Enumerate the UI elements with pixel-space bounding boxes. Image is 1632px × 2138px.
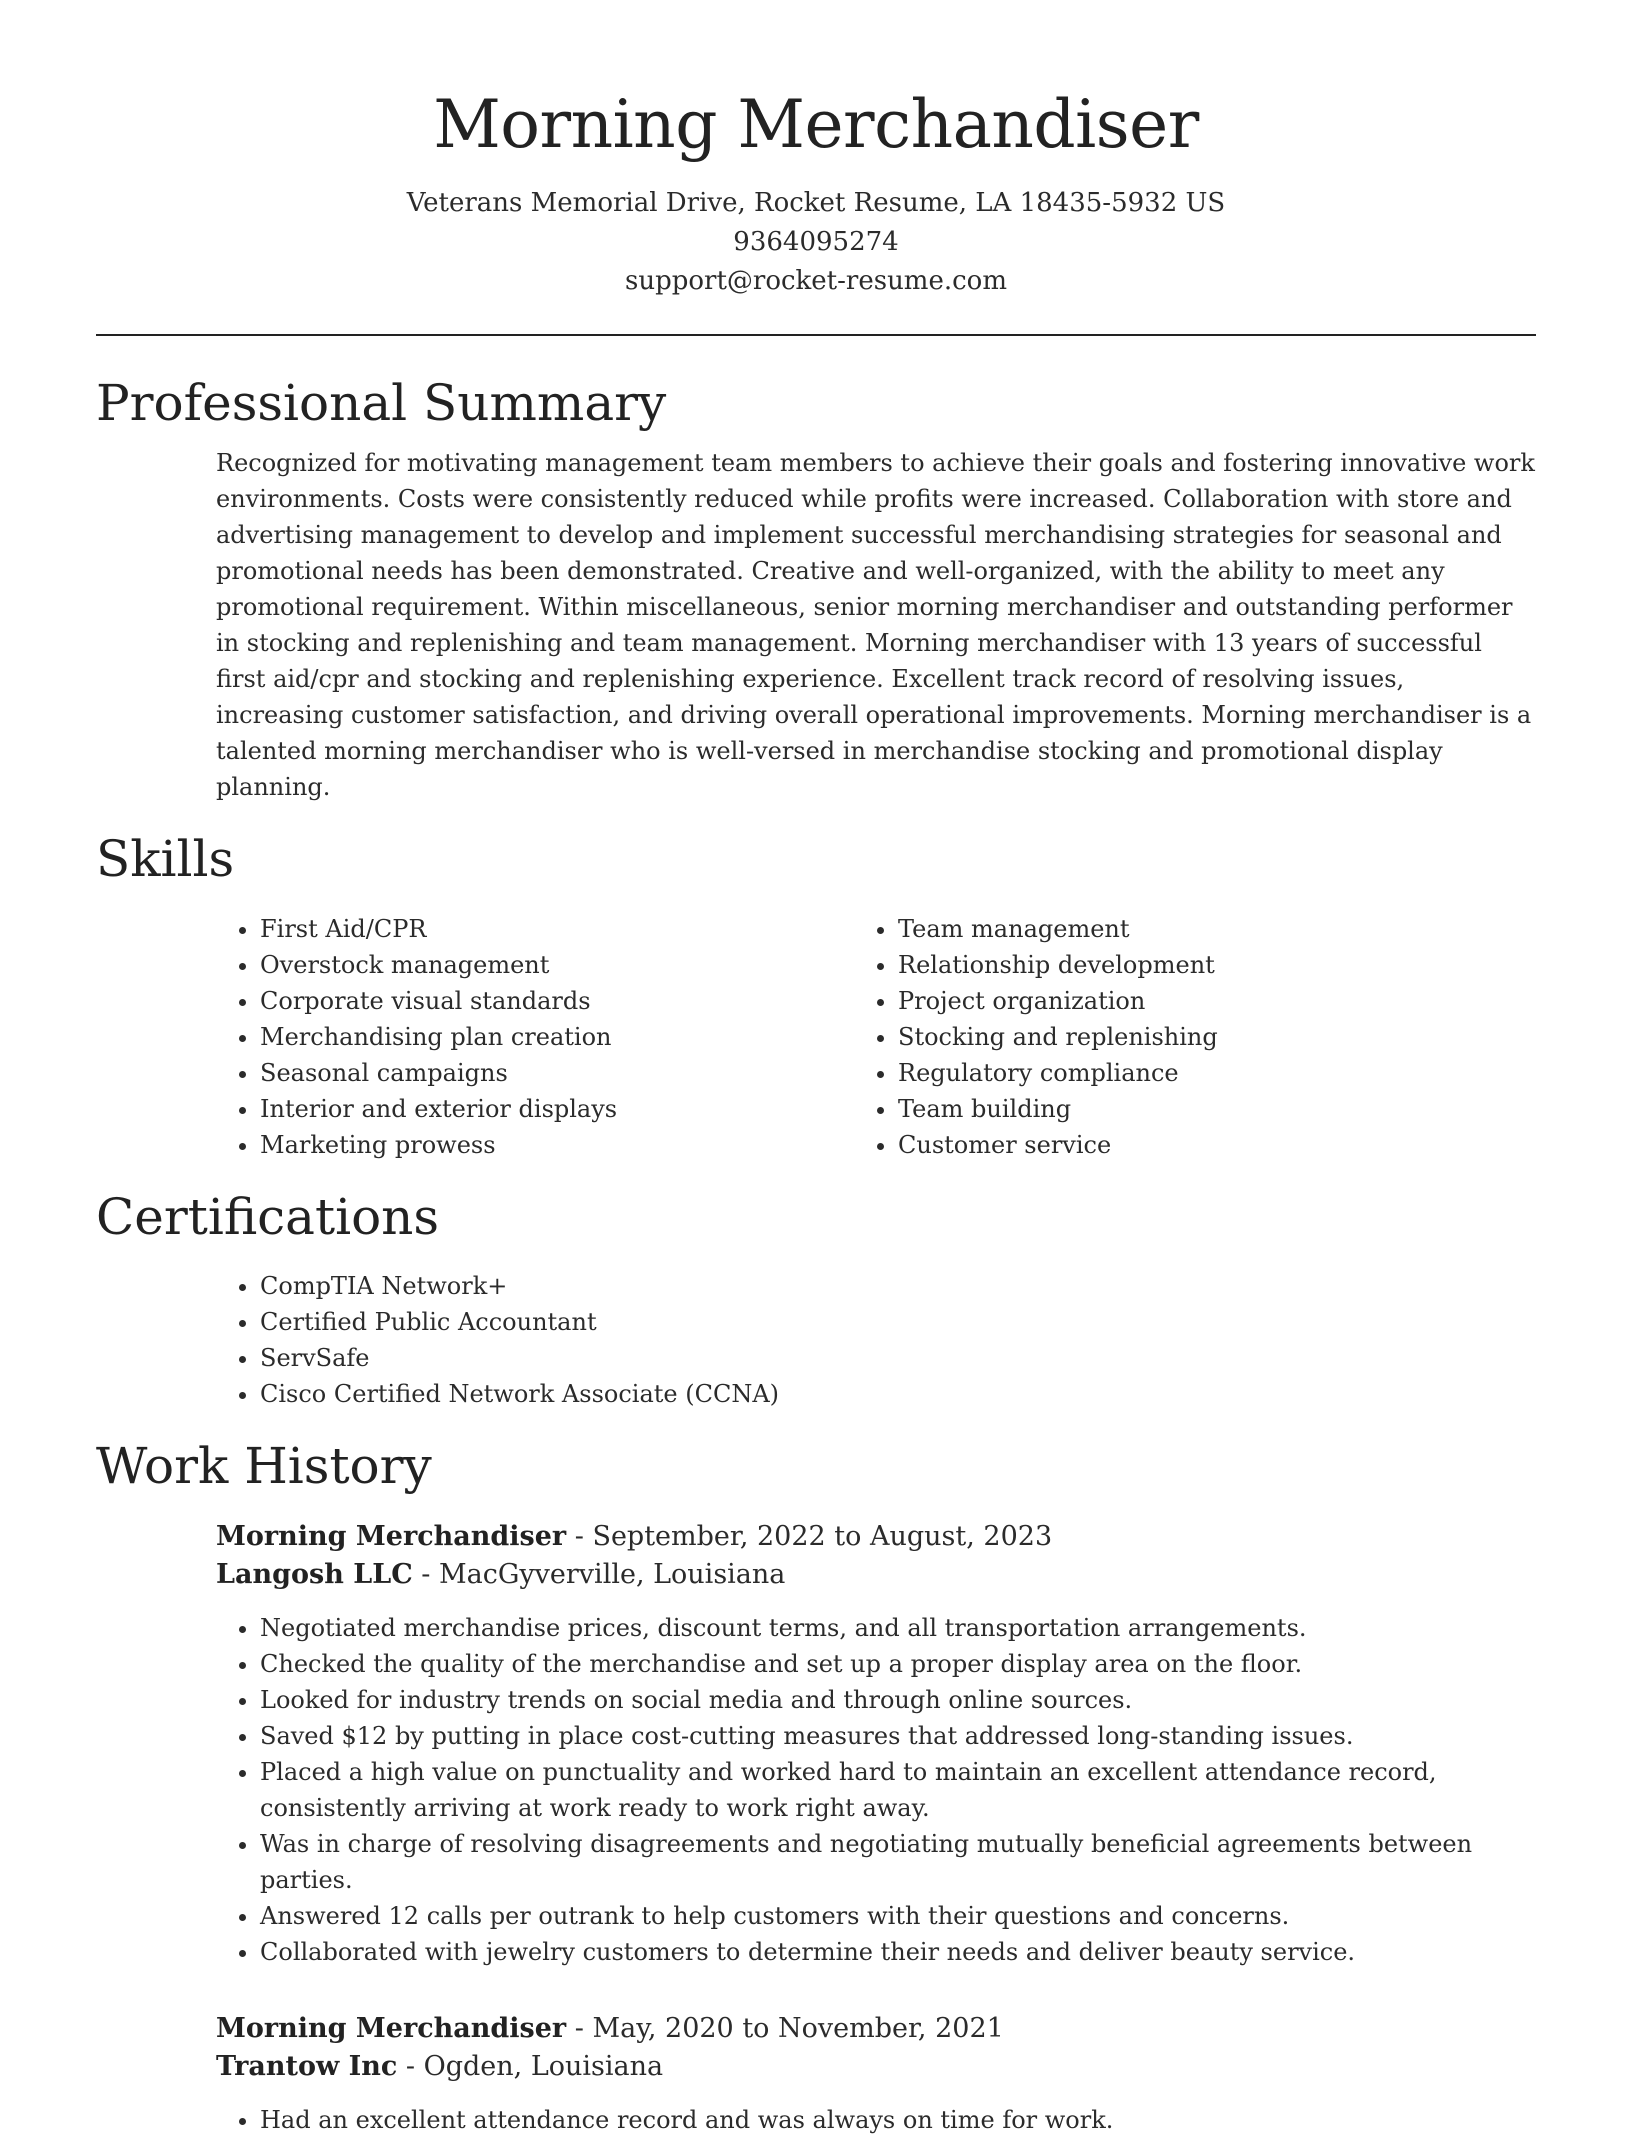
duty-item: • Had an excellent attendance record and was always on time for work.: [260, 2102, 1536, 2138]
certification-item: • Cisco Certified Network Associate (CCNA): [260, 1376, 1536, 1412]
contact-email: support@rocket-resume.com: [624, 266, 1007, 296]
certification-item: • ServSafe: [260, 1340, 1536, 1376]
job-title: Morning Merchandiser: [216, 2013, 567, 2044]
duty-item: • Collaborated with jewelry customers to determine their needs and deliver beauty service.: [260, 1934, 1536, 1970]
skills-list: [96, 911, 1536, 1163]
summary-text: Recognized for motivating management team members to achieve their goals and fostering innovative work environments. Costs were consistently reduced while profits were increased. Collaboration with store and advertising management to develop and implement successful merchandising strategies for seasonal and promotional needs has been demonstrated. Creative and well-organized, with the ability to meet any promotional requirement. Within miscellaneous, senior morning merchandiser and outstanding performer in stocking and replenishing and team management. Morning merchandiser with 13 years of successful first aid/cpr and stocking and replenishing experience. Excellent track record of resolving issues, increasing customer satisfaction, and driving overall operational improvements. Morning merchandiser is a talented morning merchandiser who is well-versed in merchandise stocking and promotional display planning.: [216, 449, 1535, 801]
duty-item: • Was in charge of resolving disagreements and negotiating mutually beneficial agreements between parties.: [260, 1826, 1536, 1898]
skills-column-right: [898, 911, 1536, 1163]
header-divider: [96, 334, 1536, 336]
duty-item: • Saved $12 by putting in place cost-cutting measures that addressed long-standing issues.: [260, 1718, 1536, 1754]
skill-item: • Interior and exterior displays: [260, 1091, 898, 1127]
skill-item: • Team building: [898, 1091, 1536, 1127]
job-duties: [216, 1610, 1536, 1970]
job-company-line: [216, 1556, 1536, 1594]
job-entry: [216, 2010, 1536, 2138]
skills-column-left: [96, 911, 898, 1163]
certifications-list: [96, 1268, 1536, 1412]
job-company-line: [216, 2048, 1536, 2086]
contact-address: Veterans Memorial Drive, Rocket Resume, LA 18435-5932 US: [406, 188, 1226, 218]
work-history-heading: Work History: [96, 1437, 432, 1495]
contact-phone: 9364095274: [733, 227, 899, 257]
job-entry: [216, 1518, 1536, 1970]
job-company: Trantow Inc: [216, 2051, 398, 2082]
summary-heading: Professional Summary: [96, 374, 667, 432]
job-location: - MacGyverville, Louisiana: [412, 1559, 786, 1590]
job-duties: [216, 2102, 1536, 2138]
skills-heading: Skills: [96, 830, 235, 888]
skill-item: • Relationship development: [898, 947, 1536, 983]
job-title-line: [216, 1518, 1536, 1556]
job-dates: - September, 2022 to August, 2023: [566, 1521, 1053, 1552]
duty-item: • Negotiated merchandise prices, discount terms, and all transportation arrangements.: [260, 1610, 1536, 1646]
skill-item: • First Aid/CPR: [260, 911, 898, 947]
candidate-name: Morning Merchandiser: [433, 86, 1199, 163]
job-company: Langosh LLC: [216, 1559, 413, 1590]
job-title: Morning Merchandiser: [216, 1521, 567, 1552]
skill-item: • Project organization: [898, 983, 1536, 1019]
duty-item: • Looked for industry trends on social media and through online sources.: [260, 1682, 1536, 1718]
skill-item: • Merchandising plan creation: [260, 1019, 898, 1055]
job-dates: - May, 2020 to November, 2021: [566, 2013, 1004, 2044]
skill-item: • Marketing prowess: [260, 1127, 898, 1163]
certifications-heading: Certifications: [96, 1188, 440, 1246]
duty-item: • Placed a high value on punctuality and worked hard to maintain an excellent attendance record, consistently arriving at work ready to work right away.: [260, 1754, 1536, 1826]
skill-item: • Regulatory compliance: [898, 1055, 1536, 1091]
skill-item: • Corporate visual standards: [260, 983, 898, 1019]
certification-item: • Certified Public Accountant: [260, 1304, 1536, 1340]
duty-item: • Answered 12 calls per outrank to help customers with their questions and concerns.: [260, 1898, 1536, 1934]
job-title-line: [216, 2010, 1536, 2048]
skill-item: • Customer service: [898, 1127, 1536, 1163]
skill-item: • Overstock management: [260, 947, 898, 983]
resume-page: [96, 0, 1536, 2138]
skill-item: • Stocking and replenishing: [898, 1019, 1536, 1055]
duty-item: • Checked the quality of the merchandise and set up a proper display area on the floor.: [260, 1646, 1536, 1682]
job-location: - Ogden, Louisiana: [397, 2051, 664, 2082]
skill-item: • Seasonal campaigns: [260, 1055, 898, 1091]
skill-item: • Team management: [898, 911, 1536, 947]
certification-item: • CompTIA Network+: [260, 1268, 1536, 1304]
resume-header: [96, 0, 1536, 301]
